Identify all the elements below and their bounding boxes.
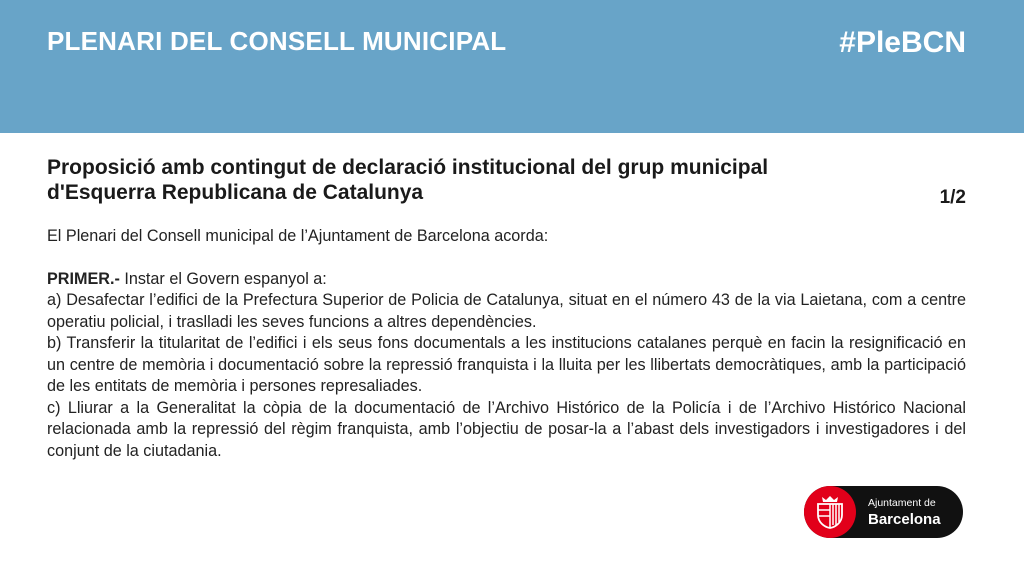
logo-line2: Barcelona xyxy=(868,511,941,528)
primer-label: PRIMER.- xyxy=(47,269,120,288)
header-banner xyxy=(0,0,1024,133)
document-title-line1: Proposició amb contingut de declaració institucional del grup municipal xyxy=(47,156,769,179)
barcelona-shield-icon xyxy=(804,486,856,538)
primer-paragraph xyxy=(47,269,966,291)
header-title: PLENARI DEL CONSELL MUNICIPAL xyxy=(47,26,507,56)
item-a: a) Desafectar l’edifici de la Prefectura Superior de Policia de Catalunya, situat en el número 43 de la via Laietana, com a centre operatiu policial, i traslladi les seves funcions a altres dependències. xyxy=(47,291,966,331)
primer-text: Instar el Govern espanyol a: xyxy=(119,269,327,288)
document-title xyxy=(47,155,877,205)
document-title-line2: d'Esquerra Republicana de Catalunya xyxy=(47,181,424,204)
header-hashtag: #PleBCN xyxy=(839,26,966,59)
intro-paragraph: El Plenari del Consell municipal de l’Ajuntament de Barcelona acorda: xyxy=(47,227,549,245)
logo-line1: Ajuntament de xyxy=(868,497,936,509)
item-b: b) Transferir la titularitat de l’edifici i els seus fons documentals a les institucions catalanes perquè en facin la resignificació en un centre de memòria i documentació sobre la repressió franquista i la lluita per les llibertats democràtiques, amb la participació de les entitats de memòria i persones represaliades. xyxy=(47,334,966,395)
item-c: c) Lliurar a la Generalitat la còpia de la documentació de l’Archivo Histórico de la Policía i de l’Archivo Histórico Nacional relacionada amb la repressió del règim franquista, amb l’objectiu de posar-la a l’abast dels investigadors i investigadores i del conjunt de la ciutadania. xyxy=(47,398,966,460)
ajuntament-logo xyxy=(804,486,963,538)
document-body xyxy=(47,226,966,462)
page-indicator: 1/2 xyxy=(939,187,966,208)
